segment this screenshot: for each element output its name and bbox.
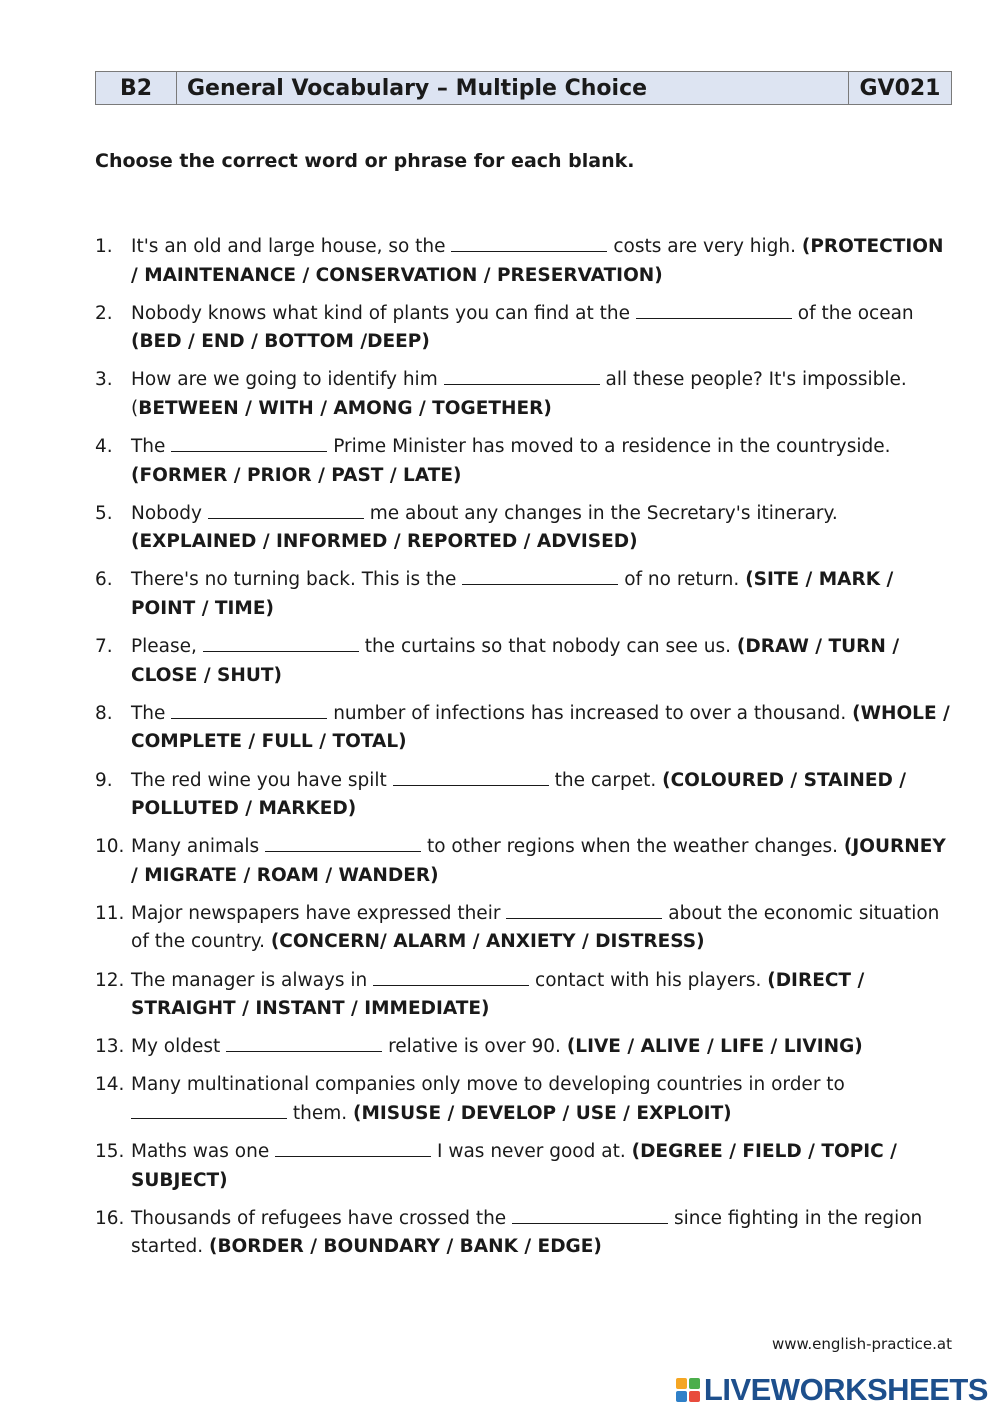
worksheet-code: GV021: [849, 72, 952, 105]
answer-options: (COLOURED / STAINED / POLLUTED / MARKED): [131, 769, 907, 819]
question-text-before: Nobody: [131, 502, 202, 524]
question-item: [95, 1071, 955, 1128]
question-item: [95, 366, 955, 423]
question-text-after: the carpet.: [554, 769, 657, 791]
question-text-after: Prime Minister has moved to a residence in the countryside.: [333, 436, 891, 458]
answer-blank[interactable]: [373, 967, 529, 986]
answer-blank[interactable]: [171, 433, 327, 452]
answer-options: (DRAW / TURN / CLOSE / SHUT): [131, 636, 900, 686]
question-text-before: Please,: [131, 636, 197, 658]
question-text-before: Thousands of refugees have crossed the: [131, 1207, 507, 1229]
question-item: [95, 700, 955, 757]
question-number: 12.: [95, 969, 125, 991]
question-text-before: Nobody knows what kind of plants you can find at the: [131, 302, 630, 324]
question-text-before: Many multinational companies only move to developing countries in order to: [131, 1074, 845, 1096]
answer-blank[interactable]: [462, 566, 618, 585]
question-number: 13.: [95, 1036, 125, 1058]
question-text-before: The red wine you have spilt: [131, 769, 387, 791]
answer-options: (EXPLAINED / INFORMED / REPORTED / ADVISED): [131, 531, 638, 553]
question-number: 3.: [95, 369, 113, 391]
question-text-after: about the economic situation of the country.: [131, 902, 940, 953]
answer-blank[interactable]: [451, 233, 607, 252]
question-text-before: My oldest: [131, 1036, 221, 1058]
question-text-before: How are we going to identify him: [131, 369, 438, 391]
question-item: [95, 767, 955, 824]
level-cell: B2: [96, 72, 177, 105]
question-number: 7.: [95, 636, 113, 658]
question-item: [95, 833, 955, 890]
question-list: [95, 233, 955, 1272]
question-number: 2.: [95, 302, 113, 324]
answer-blank[interactable]: [131, 1100, 287, 1119]
question-text-after: number of infections has increased to over a thousand.: [333, 702, 847, 724]
question-number: 10.: [95, 836, 125, 858]
question-item: [95, 300, 955, 357]
answer-options: (LIVE / ALIVE / LIFE / LIVING): [566, 1036, 863, 1058]
instruction-text: Choose the correct word or phrase for each blank.: [95, 150, 635, 172]
question-text-before: Many animals: [131, 836, 260, 858]
question-number: 8.: [95, 702, 113, 724]
question-number: 14.: [95, 1074, 125, 1096]
answer-options: (PROTECTION / MAINTENANCE / CONSERVATION / PRESERVATION): [131, 236, 944, 286]
question-item: [95, 1138, 955, 1195]
question-number: 6.: [95, 569, 113, 591]
question-text-before: The: [131, 702, 166, 724]
liveworksheets-icon: [676, 1378, 700, 1402]
question-text-after: since fighting in the region started.: [131, 1207, 923, 1258]
question-text-after: all these people? It's impossible. (: [131, 369, 907, 419]
question-number: 11.: [95, 902, 125, 924]
answer-blank[interactable]: [512, 1205, 668, 1224]
brand-icon-square: [689, 1391, 700, 1402]
answer-blank[interactable]: [393, 767, 549, 786]
worksheet-header: [95, 71, 952, 105]
question-text-before: The manager is always in: [131, 969, 368, 991]
answer-blank[interactable]: [203, 633, 359, 652]
answer-options: BETWEEN / WITH / AMONG / TOGETHER): [138, 397, 552, 419]
answer-blank[interactable]: [208, 500, 364, 519]
answer-options: (DEGREE / FIELD / TOPIC / SUBJECT): [131, 1141, 897, 1191]
question-number: 15.: [95, 1141, 125, 1163]
answer-options: (BORDER / BOUNDARY / BANK / EDGE): [209, 1236, 602, 1258]
answer-blank[interactable]: [275, 1138, 431, 1157]
worksheet-title: General Vocabulary – Multiple Choice: [177, 72, 849, 105]
question-item: [95, 566, 955, 623]
question-text-after: to other regions when the weather changes.: [426, 836, 839, 858]
question-item: [95, 233, 955, 290]
question-number: 4.: [95, 436, 113, 458]
question-item: [95, 1033, 955, 1062]
question-number: 16.: [95, 1207, 125, 1229]
answer-options: (DIRECT / STRAIGHT / INSTANT / IMMEDIATE): [131, 969, 865, 1020]
question-text-after: relative is over 90.: [388, 1036, 561, 1058]
answer-blank[interactable]: [265, 833, 421, 852]
answer-options: (BED / END / BOTTOM /DEEP): [131, 331, 430, 353]
brand-icon-square: [689, 1378, 700, 1389]
question-number: 9.: [95, 769, 113, 791]
question-text-after: the curtains so that nobody can see us.: [364, 636, 732, 658]
answer-options: (SITE / MARK / POINT / TIME): [131, 569, 894, 619]
website-link[interactable]: www.english-practice.at: [771, 1335, 952, 1353]
brand-icon-square: [676, 1378, 687, 1389]
question-text-after: of no return.: [624, 569, 740, 591]
question-item: [95, 633, 955, 690]
question-text-after: costs are very high.: [613, 236, 797, 257]
answer-options: (MISUSE / DEVELOP / USE / EXPLOIT): [353, 1102, 732, 1124]
answer-options: (JOURNEY / MIGRATE / ROAM / WANDER): [131, 836, 946, 886]
brand-icon-square: [676, 1391, 687, 1402]
question-text-after: me about any changes in the Secretary's itinerary.: [369, 502, 838, 524]
answer-blank[interactable]: [444, 366, 600, 385]
question-number: 1.: [95, 236, 113, 257]
question-text-after: of the ocean: [797, 302, 914, 324]
question-text-before: Maths was one: [131, 1141, 270, 1163]
question-item: [95, 433, 955, 490]
brand-name: LIVEWORKSHEETS: [703, 1372, 988, 1407]
answer-blank[interactable]: [171, 700, 327, 719]
question-text-before: The: [131, 436, 166, 458]
answer-blank[interactable]: [506, 900, 662, 919]
answer-blank[interactable]: [226, 1033, 382, 1052]
answer-options: (FORMER / PRIOR / PAST / LATE): [131, 464, 462, 486]
question-text-after: them.: [292, 1102, 348, 1124]
answer-blank[interactable]: [636, 300, 792, 319]
question-number: 5.: [95, 502, 113, 524]
question-text-before: Major newspapers have expressed their: [131, 902, 501, 924]
question-item: [95, 900, 955, 957]
liveworksheets-logo: [676, 1372, 988, 1408]
question-item: [95, 967, 955, 1024]
answer-options: (CONCERN/ ALARM / ANXIETY / DISTRESS): [270, 931, 705, 953]
question-item: [95, 500, 955, 557]
question-text-after: I was never good at.: [437, 1141, 626, 1163]
question-text-before: There's no turning back. This is the: [131, 569, 457, 591]
question-item: [95, 1205, 955, 1262]
question-text-after: contact with his players.: [535, 969, 762, 991]
answer-options: (WHOLE / COMPLETE / FULL / TOTAL): [131, 702, 950, 753]
question-text-before: It's an old and large house, so the: [131, 236, 446, 257]
